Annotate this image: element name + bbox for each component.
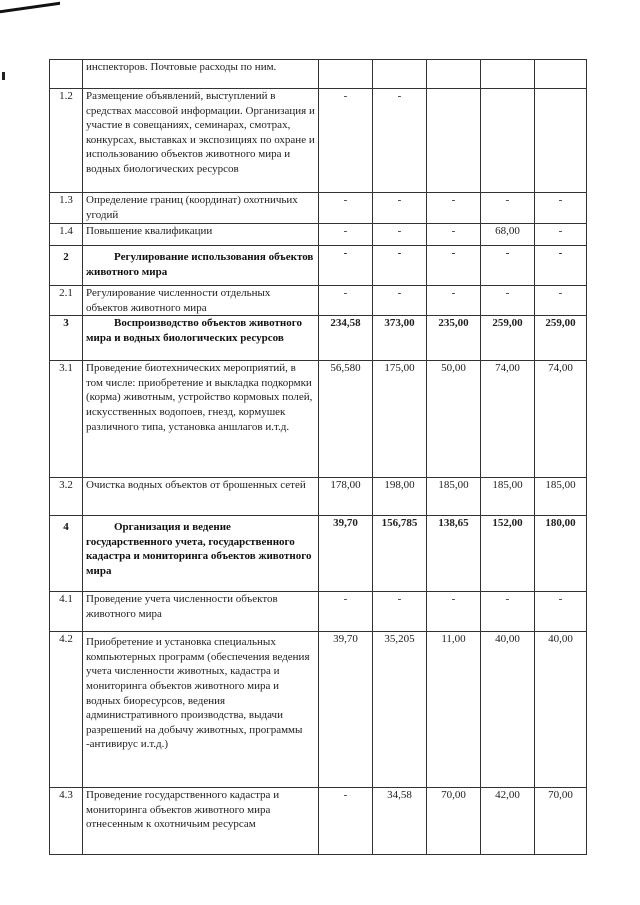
value-cell: - bbox=[481, 193, 535, 224]
value-cell: 235,00 bbox=[427, 316, 481, 361]
row-number: 3.1 bbox=[50, 361, 83, 478]
value-cell: 40,00 bbox=[535, 632, 587, 788]
value-cell: 35,205 bbox=[373, 632, 427, 788]
table-row bbox=[50, 193, 587, 224]
value-cell: - bbox=[427, 224, 481, 246]
value-cell: 180,00 bbox=[535, 516, 587, 592]
table-row bbox=[50, 632, 587, 788]
row-number: 4.1 bbox=[50, 592, 83, 632]
row-number: 3 bbox=[50, 316, 83, 361]
value-cell bbox=[373, 60, 427, 89]
value-cell: - bbox=[373, 224, 427, 246]
value-cell: 11,00 bbox=[427, 632, 481, 788]
value-cell: 40,00 bbox=[481, 632, 535, 788]
value-cell: 185,00 bbox=[535, 478, 587, 516]
section-title: Регулирование использования объектов животного мира bbox=[83, 246, 319, 286]
value-cell: 185,00 bbox=[481, 478, 535, 516]
value-cell: 152,00 bbox=[481, 516, 535, 592]
value-cell: 156,785 bbox=[373, 516, 427, 592]
row-number: 2.1 bbox=[50, 286, 83, 316]
section-title: Воспроизводство объектов животного мира и водных биологических ресурсов bbox=[83, 316, 319, 361]
table-row bbox=[50, 592, 587, 632]
row-number: 1.2 bbox=[50, 89, 83, 193]
value-cell bbox=[481, 60, 535, 89]
value-cell: - bbox=[427, 286, 481, 316]
value-cell: 70,00 bbox=[535, 788, 587, 855]
value-cell: - bbox=[319, 89, 373, 193]
value-cell: - bbox=[481, 286, 535, 316]
value-cell: - bbox=[535, 592, 587, 632]
value-cell: 198,00 bbox=[373, 478, 427, 516]
value-cell: - bbox=[481, 592, 535, 632]
row-description: Определение границ (координат) охотничьих угодий bbox=[83, 193, 319, 224]
section-title: Организация и ведение государственного учета, государственного кадастра и мониторинга объектов животного мира bbox=[83, 516, 319, 592]
scan-edge-mark bbox=[2, 72, 5, 80]
value-cell: - bbox=[319, 592, 373, 632]
row-number: 4 bbox=[50, 516, 83, 592]
value-cell: 138,65 bbox=[427, 516, 481, 592]
row-number: 4.2 bbox=[50, 632, 83, 788]
value-cell: 185,00 bbox=[427, 478, 481, 516]
section-row bbox=[50, 316, 587, 361]
value-cell: 178,00 bbox=[319, 478, 373, 516]
value-cell: 56,580 bbox=[319, 361, 373, 478]
row-description: Проведение биотехнических мероприятий, в том числе: приобретение и выкладка подкормки (корма) животным, устройство кормовых полей, искусственных водопоев, гнезд, кормушек различного типа, установка аншлагов и.т.д. bbox=[83, 361, 319, 478]
value-cell bbox=[427, 89, 481, 193]
value-cell: - bbox=[535, 224, 587, 246]
value-cell: 50,00 bbox=[427, 361, 481, 478]
section-row bbox=[50, 246, 587, 286]
value-cell: - bbox=[535, 286, 587, 316]
row-description: Очистка водных объектов от брошенных сетей bbox=[83, 478, 319, 516]
value-cell: 373,00 bbox=[373, 316, 427, 361]
table-row bbox=[50, 478, 587, 516]
row-number: 3.2 bbox=[50, 478, 83, 516]
row-number: 1.4 bbox=[50, 224, 83, 246]
value-cell: 259,00 bbox=[535, 316, 587, 361]
value-cell: 74,00 bbox=[481, 361, 535, 478]
value-cell: - bbox=[427, 246, 481, 286]
value-cell: - bbox=[319, 224, 373, 246]
value-cell: 74,00 bbox=[535, 361, 587, 478]
value-cell: 42,00 bbox=[481, 788, 535, 855]
table-row bbox=[50, 788, 587, 855]
row-description: Проведение государственного кадастра и мониторинга объектов животного мира отнесенным к охотничьим ресурсам bbox=[83, 788, 319, 855]
table-row bbox=[50, 361, 587, 478]
row-description: Повышение квалификации bbox=[83, 224, 319, 246]
value-cell: - bbox=[535, 193, 587, 224]
row-number: 1.3 bbox=[50, 193, 83, 224]
value-cell: 34,58 bbox=[373, 788, 427, 855]
value-cell: 39,70 bbox=[319, 632, 373, 788]
row-number bbox=[50, 60, 83, 89]
value-cell: - bbox=[319, 286, 373, 316]
row-description: инспекторов. Почтовые расходы по ним. bbox=[83, 60, 319, 89]
row-number: 2 bbox=[50, 246, 83, 286]
budget-table bbox=[49, 59, 587, 855]
value-cell bbox=[535, 60, 587, 89]
value-cell: - bbox=[373, 193, 427, 224]
value-cell: - bbox=[427, 193, 481, 224]
section-row bbox=[50, 516, 587, 592]
value-cell: - bbox=[373, 286, 427, 316]
value-cell: - bbox=[481, 246, 535, 286]
row-description: Регулирование численности отдельных объектов животного мира bbox=[83, 286, 319, 316]
table-row bbox=[50, 224, 587, 246]
value-cell: 175,00 bbox=[373, 361, 427, 478]
value-cell bbox=[319, 60, 373, 89]
value-cell bbox=[535, 89, 587, 193]
value-cell: - bbox=[319, 246, 373, 286]
value-cell: 70,00 bbox=[427, 788, 481, 855]
value-cell: - bbox=[535, 246, 587, 286]
table-row bbox=[50, 286, 587, 316]
value-cell: - bbox=[373, 89, 427, 193]
row-description: Проведение учета численности объектов животного мира bbox=[83, 592, 319, 632]
value-cell: - bbox=[319, 193, 373, 224]
value-cell: - bbox=[427, 592, 481, 632]
value-cell: 259,00 bbox=[481, 316, 535, 361]
value-cell: - bbox=[373, 592, 427, 632]
value-cell bbox=[481, 89, 535, 193]
value-cell: 39,70 bbox=[319, 516, 373, 592]
table-row bbox=[50, 89, 587, 193]
scan-edge-mark bbox=[0, 2, 60, 13]
value-cell bbox=[427, 60, 481, 89]
row-description: Размещение объявлений, выступлений в средствах массовой информации. Организация и участие в совещаниях, семинарах, смотрах, конкурсах, выставках и экспозициях по охране и использованию объектов животного мира и водных биологических ресурсов bbox=[83, 89, 319, 193]
value-cell: - bbox=[373, 246, 427, 286]
row-number: 4.3 bbox=[50, 788, 83, 855]
value-cell: 68,00 bbox=[481, 224, 535, 246]
table-row bbox=[50, 60, 587, 89]
value-cell: 234,58 bbox=[319, 316, 373, 361]
value-cell: - bbox=[319, 788, 373, 855]
row-description: Приобретение и установка специальных компьютерных программ (обеспечения ведения учета численности животных, кадастра и мониторинга объектов животного мира и водных биоресурсов, ведения административного производства, выдачи разрешений на добычу животных, программы -антивирус и.т.д.) bbox=[83, 632, 319, 788]
